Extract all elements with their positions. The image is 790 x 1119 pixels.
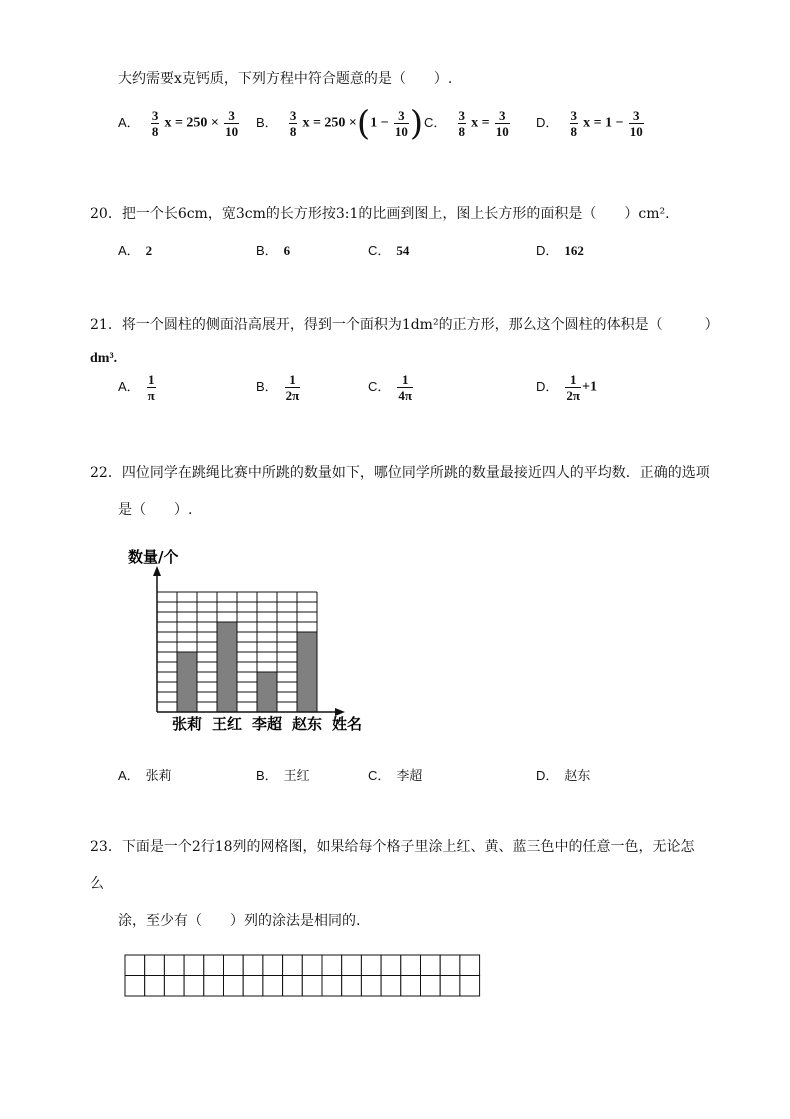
q20-option-d[interactable] (536, 240, 584, 259)
option-value: 李超 (396, 769, 423, 784)
option-value: 54 (396, 243, 410, 258)
q22-text: 22．四位同学在跳绳比赛中所跳的数量如下，哪位同学所跳的数量最接近四人的平均数．正确的选项 (90, 465, 710, 481)
equation-text: x = 250 × (302, 115, 357, 131)
left-paren: ( (356, 103, 371, 144)
q21-unit: dm³. (90, 351, 118, 366)
q21-option-c[interactable] (368, 372, 414, 403)
fraction: $\frac{1}{2\pi}$ (285, 372, 300, 403)
x-tick-label: 李超 (251, 715, 283, 733)
x-tick-label: 张莉 (171, 715, 203, 733)
grid-cell[interactable] (125, 955, 145, 976)
grid-cell[interactable] (243, 955, 263, 976)
equation-inner: 1 − (370, 115, 389, 131)
grid-cell[interactable] (460, 955, 480, 976)
option-label: C． (368, 243, 391, 258)
q19-option-b[interactable] (256, 103, 424, 144)
fraction: $\frac{3}{8}$ (458, 108, 466, 139)
q23-text-cont: 么 (90, 876, 104, 892)
grid-cell[interactable] (164, 955, 184, 976)
option-suffix: +1 (582, 379, 597, 395)
x-axis-label: 姓名 (332, 715, 363, 733)
equation-text: x = 250 × (164, 115, 219, 131)
grid-cell[interactable] (302, 955, 322, 976)
q19-text: 大约需要x克钙质，下列方程中符合题意的是（ ）. (118, 71, 453, 87)
q20-text: 20．把一个长6cm，宽3cm的长方形按3:1的比画到图上，图上长方形的面积是（ ）cm². (90, 206, 670, 222)
fraction: $\frac{3}{8}$ (151, 108, 159, 139)
grid-cell[interactable] (263, 976, 283, 997)
q19-option-a[interactable] (118, 108, 240, 139)
q22-option-a[interactable] (118, 765, 172, 784)
fraction: $\frac{3}{10}$ (629, 108, 643, 139)
option-label: B． (256, 115, 278, 130)
bar-2 (217, 622, 237, 712)
color-grid (124, 954, 484, 998)
grid-cell[interactable] (421, 976, 441, 997)
option-label: B． (256, 379, 278, 394)
grid-cell[interactable] (361, 955, 381, 976)
grid-cell[interactable] (283, 955, 303, 976)
q22-option-d[interactable] (536, 765, 590, 784)
grid-cell[interactable] (440, 976, 460, 997)
equation-text: x = 1 − (583, 115, 624, 131)
grid-cell[interactable] (204, 955, 224, 976)
fraction: $\frac{1}{2\pi}$ (566, 372, 581, 403)
grid-cell[interactable] (440, 955, 460, 976)
option-label: C． (368, 768, 391, 783)
q22-text-cont: 是（ ）. (118, 502, 193, 518)
grid-cell[interactable] (342, 976, 362, 997)
grid-cell[interactable] (184, 955, 204, 976)
option-label: C． (424, 115, 447, 130)
grid-cell[interactable] (381, 976, 401, 997)
grid-cell[interactable] (401, 976, 421, 997)
y-axis-arrow (153, 566, 161, 576)
q20-option-b[interactable] (256, 240, 290, 259)
grid-cell[interactable] (224, 955, 244, 976)
option-label: B． (256, 243, 278, 258)
bar-3 (257, 672, 277, 712)
option-label: D． (536, 379, 559, 394)
bar-1 (177, 652, 197, 712)
option-label: D． (536, 768, 559, 783)
grid-cell[interactable] (322, 955, 342, 976)
q19-option-d[interactable] (536, 108, 645, 139)
fraction: $\frac{3}{10}$ (394, 108, 408, 139)
option-value: 王红 (283, 769, 310, 784)
x-tick-label: 王红 (211, 715, 243, 733)
q20-option-a[interactable] (118, 240, 152, 259)
grid-cell[interactable] (164, 976, 184, 997)
fraction: $\frac{1}{4\pi}$ (398, 372, 413, 403)
grid-cell[interactable] (145, 955, 165, 976)
grid-cell[interactable] (224, 976, 244, 997)
q21-option-b[interactable] (256, 372, 301, 403)
bar-chart (120, 540, 380, 740)
fraction: $\frac{1}{\pi}$ (147, 372, 155, 403)
y-axis-label: 数量/个 (128, 548, 179, 566)
grid-cell[interactable] (460, 976, 480, 997)
option-value: 162 (564, 243, 584, 258)
q21-option-a[interactable] (118, 372, 157, 403)
grid-cell[interactable] (263, 955, 283, 976)
grid-cell[interactable] (125, 976, 145, 997)
right-paren: ) (409, 103, 424, 144)
q22-option-b[interactable] (256, 765, 310, 784)
option-value: 赵东 (564, 769, 591, 784)
q21-option-d[interactable] (536, 372, 597, 403)
chart-bars (177, 622, 317, 712)
grid-cell[interactable] (322, 976, 342, 997)
option-label: C． (368, 379, 391, 394)
grid-cell[interactable] (145, 976, 165, 997)
equation-text: x = (471, 115, 490, 131)
grid-cell[interactable] (204, 976, 224, 997)
fraction: $\frac{3}{10}$ (225, 108, 239, 139)
grid-cell[interactable] (401, 955, 421, 976)
fraction: $\frac{3}{8}$ (570, 108, 578, 139)
grid-cell[interactable] (421, 955, 441, 976)
grid-cell[interactable] (283, 976, 303, 997)
option-value: 2 (145, 243, 153, 258)
option-label: A． (118, 768, 140, 783)
x-tick-label: 赵东 (291, 715, 323, 733)
x-tick-labels (172, 715, 322, 733)
q19-option-c[interactable] (424, 108, 511, 139)
option-label: A． (118, 379, 140, 394)
grid-cell[interactable] (184, 976, 204, 997)
option-label: B． (256, 768, 278, 783)
q23-text: 23．下面是一个2行18列的网格图，如果给每个格子里涂上红、黄、蓝三色中的任意一色，无论怎 (90, 839, 695, 855)
grid-cell[interactable] (302, 976, 322, 997)
q23-text-cont2: 涂，至少有（ ）列的涂法是相同的. (118, 913, 361, 929)
option-label: A． (118, 115, 140, 130)
option-label: D． (536, 115, 559, 130)
grid-cell[interactable] (381, 955, 401, 976)
option-value: 张莉 (145, 769, 172, 784)
grid-cell[interactable] (342, 955, 362, 976)
q20-option-c[interactable] (368, 240, 409, 259)
grid-cell[interactable] (361, 976, 381, 997)
option-label: A． (118, 243, 140, 258)
option-label: D． (536, 243, 559, 258)
q22-option-c[interactable] (368, 765, 422, 784)
q21-text: 21．将一个圆柱的侧面沿高展开，得到一个面积为1dm²的正方形，那么这个圆柱的体积是（ ） (90, 317, 719, 333)
bar-4 (297, 632, 317, 712)
fraction: $\frac{3}{10}$ (495, 108, 509, 139)
fraction: $\frac{3}{8}$ (289, 108, 297, 139)
option-value: 6 (283, 243, 291, 258)
grid-cell[interactable] (243, 976, 263, 997)
